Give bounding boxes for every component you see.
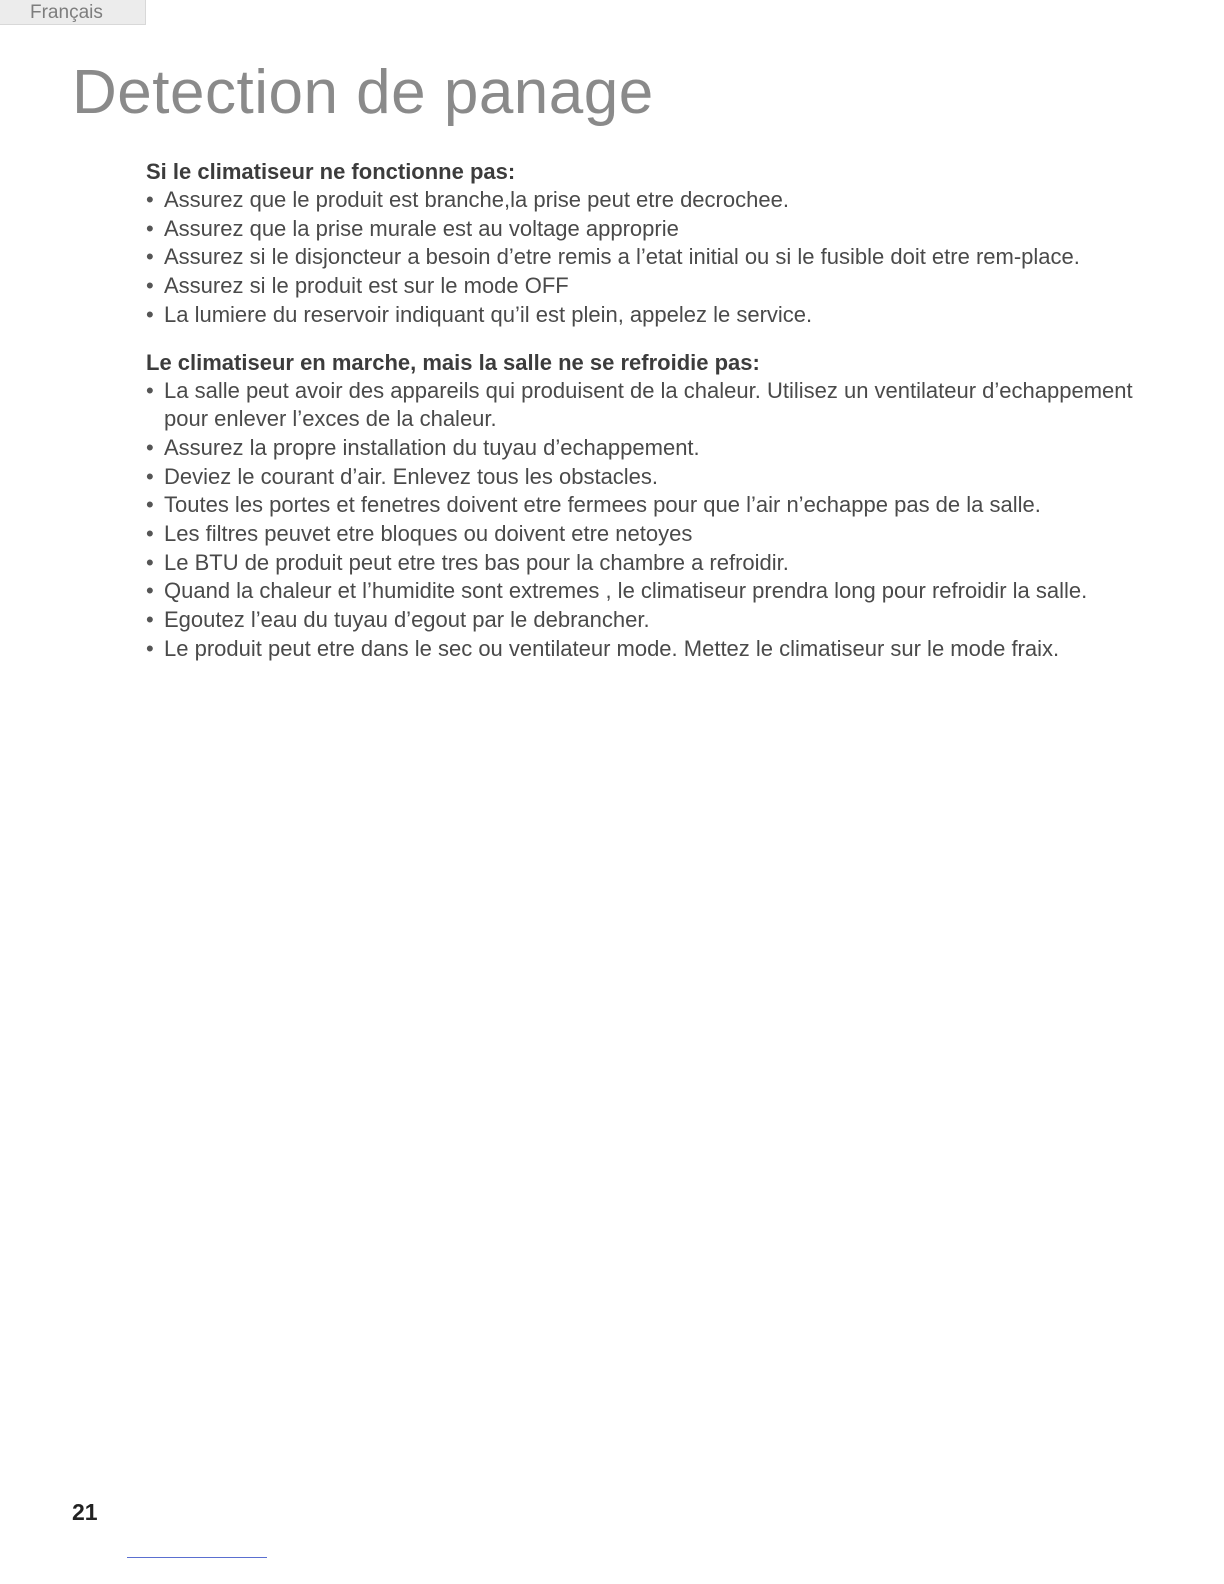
bullet-icon: •	[146, 578, 154, 604]
page-number: 21	[72, 1499, 98, 1525]
bullet-icon: •	[146, 377, 154, 403]
list-item: • Le BTU de produit peut etre tres bas pour la chambre a refroidir.	[146, 549, 1156, 578]
bullet-icon: •	[146, 549, 154, 575]
page-title: Detection de panage	[72, 58, 654, 127]
list-not-working	[146, 186, 1156, 330]
bullet-icon: •	[146, 244, 154, 270]
list-item: • Quand la chaleur et l’humidite sont extremes , le climatiseur prendra long pour refroidir la salle.	[146, 577, 1156, 606]
list-not-cooling	[146, 377, 1156, 664]
section-heading-not-working: Si le climatiseur ne fonctionne pas:	[146, 159, 516, 184]
list-item: • Toutes les portes et fenetres doivent etre fermees pour que l’air n’echappe pas de la salle.	[146, 491, 1156, 520]
troubleshooting-content	[146, 158, 1156, 664]
bullet-icon: •	[146, 187, 154, 212]
list-item: • Egoutez l’eau du tuyau d’egout par le debrancher.	[146, 606, 1156, 635]
list-item: • Les filtres peuvet etre bloques ou doivent etre netoyes	[146, 520, 1156, 549]
bullet-icon: •	[146, 273, 154, 299]
list-item: • Assurez la propre installation du tuyau d’echappement.	[146, 434, 1156, 463]
list-item: • Assurez si le disjoncteur a besoin d’etre remis a l’etat initial ou si le fusible doit etre rem-place.	[146, 243, 1156, 272]
list-item: • La lumiere du reservoir indiquant qu’il est plein, appelez le service.	[146, 301, 1156, 330]
list-item: • La salle peut avoir des appareils qui produisent de la chaleur. Utilisez un ventilateur d’echappement pour enlever l’exces de la chaleur.	[146, 377, 1133, 432]
section-heading-not-cooling: Le climatiseur en marche, mais la salle ne se refroidie pas:	[146, 349, 760, 375]
list-item: • Assurez que le produit est branche,la prise peut etre decrochee.	[146, 186, 1156, 215]
bullet-icon: •	[146, 301, 154, 327]
list-item: • Assurez que la prise murale est au voltage approprie	[146, 215, 1156, 244]
language-tab: Français	[0, 0, 146, 25]
bullet-icon: •	[146, 607, 154, 633]
bullet-icon: •	[146, 215, 154, 241]
bullet-icon: •	[146, 492, 154, 518]
bullet-icon: •	[146, 434, 154, 460]
list-item: • Deviez le courant d’air. Enlevez tous les obstacles.	[146, 463, 1156, 492]
list-item: • Assurez si le produit est sur le mode OFF	[146, 272, 1156, 301]
list-item: • Le produit peut etre dans le sec ou ventilateur mode. Mettez le climatiseur sur le mode fraix.	[146, 635, 1156, 664]
footer-divider	[127, 1557, 267, 1558]
bullet-icon: •	[146, 521, 154, 547]
bullet-icon: •	[146, 635, 154, 661]
bullet-icon: •	[146, 463, 154, 489]
